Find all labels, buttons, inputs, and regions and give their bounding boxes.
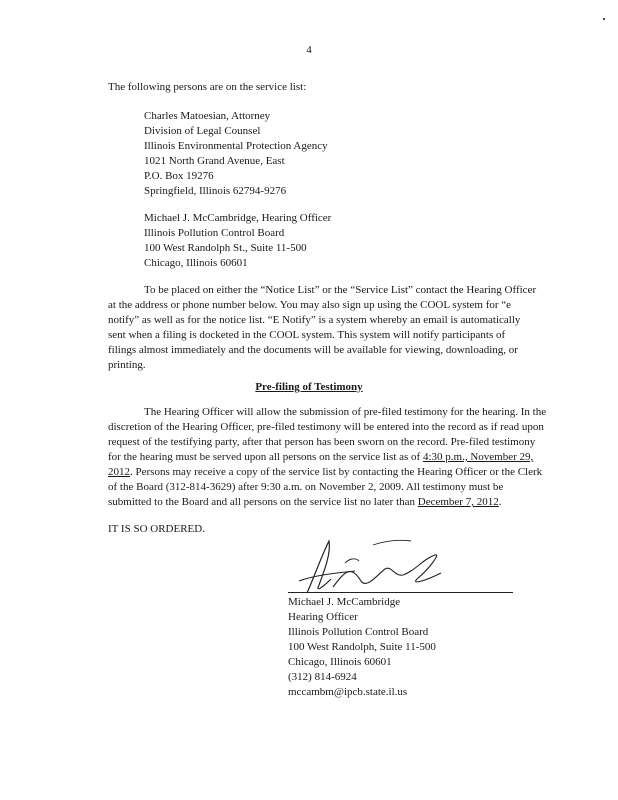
address-line: Division of Legal Counsel xyxy=(144,125,261,137)
paragraph-line: printing. xyxy=(108,359,146,371)
scan-speck xyxy=(603,18,605,20)
handwritten-signature xyxy=(285,535,465,600)
service-list-intro: The following persons are on the service list: xyxy=(108,81,307,93)
order-statement: IT IS SO ORDERED. xyxy=(108,523,205,535)
text-run: . xyxy=(498,496,502,508)
signature-block-line: Hearing Officer xyxy=(288,611,358,623)
address-line: Charles Matoesian, Attorney xyxy=(144,110,271,122)
text-run: submitted to the Board and all persons on the service list no later than xyxy=(108,496,418,508)
address-line: 1021 North Grand Avenue, East xyxy=(144,155,285,167)
signature-block-line: 100 West Randolph, Suite 11-500 xyxy=(288,641,436,653)
signature-block-line: (312) 814-6924 xyxy=(288,671,357,683)
paragraph-line xyxy=(108,451,533,464)
paragraph-line: at the address or phone number below. You may also sign up using the COOL system for “e xyxy=(108,299,512,311)
deadline-year: 2012 xyxy=(108,466,130,478)
address-line: Illinois Environmental Protection Agency xyxy=(144,140,328,152)
paragraph-line: The Hearing Officer will allow the submission of pre-filed testimony for the hearing. In the xyxy=(144,406,547,418)
final-date: December 7, 2012 xyxy=(417,496,499,508)
paragraph-line: discretion of the Hearing Officer, pre-filed testimony will be entered into the record as if read upon xyxy=(108,421,544,433)
signature-line xyxy=(288,592,513,593)
signature-block-line: Chicago, Illinois 60601 xyxy=(288,656,392,668)
paragraph-line: sent when a filing is docketed in the COOL system. This system will notify participants of xyxy=(108,329,506,341)
signature-block-line: Illinois Pollution Control Board xyxy=(288,626,429,638)
paragraph-line: To be placed on either the “Notice List” or the “Service List” contact the Hearing Officer xyxy=(144,284,537,296)
paragraph-line: request of the testifying party, after that person has been sworn on the record. Pre-filed testimony xyxy=(108,436,536,448)
signature-block-line: Michael J. McCambridge xyxy=(288,596,401,608)
text-run: . Persons may receive a copy of the service list by contacting the Hearing Officer or the Clerk xyxy=(130,466,543,478)
address-line: Michael J. McCambridge, Hearing Officer xyxy=(144,212,332,224)
section-heading: Pre-filing of Testimony xyxy=(255,381,363,393)
address-line: Illinois Pollution Control Board xyxy=(144,227,285,239)
address-line: Chicago, Illinois 60601 xyxy=(144,257,248,269)
page-number: 4 xyxy=(306,44,312,56)
paragraph-line: notify” as well as for the notice list. “E Notify” is a system whereby an email is automatically xyxy=(108,314,521,326)
address-line: P.O. Box 19276 xyxy=(144,170,214,182)
text-run: for the hearing must be served upon all persons on the service list as of xyxy=(108,451,423,463)
paragraph-line xyxy=(108,496,501,509)
address-line: Springfield, Illinois 62794-9276 xyxy=(144,185,287,197)
address-line: 100 West Randolph St., Suite 11-500 xyxy=(144,242,307,254)
paragraph-line: filings almost immediately and the documents will be available for viewing, downloading, or xyxy=(108,344,518,356)
paragraph-line xyxy=(108,466,542,479)
signature-block-email: mccambm@ipcb.state.il.us xyxy=(288,686,408,698)
deadline-time: 4:30 p.m., November 29, xyxy=(422,451,534,463)
paragraph-line: of the Board (312-814-3629) after 9:30 a.m. on November 2, 2009. All testimony must be xyxy=(108,481,504,493)
